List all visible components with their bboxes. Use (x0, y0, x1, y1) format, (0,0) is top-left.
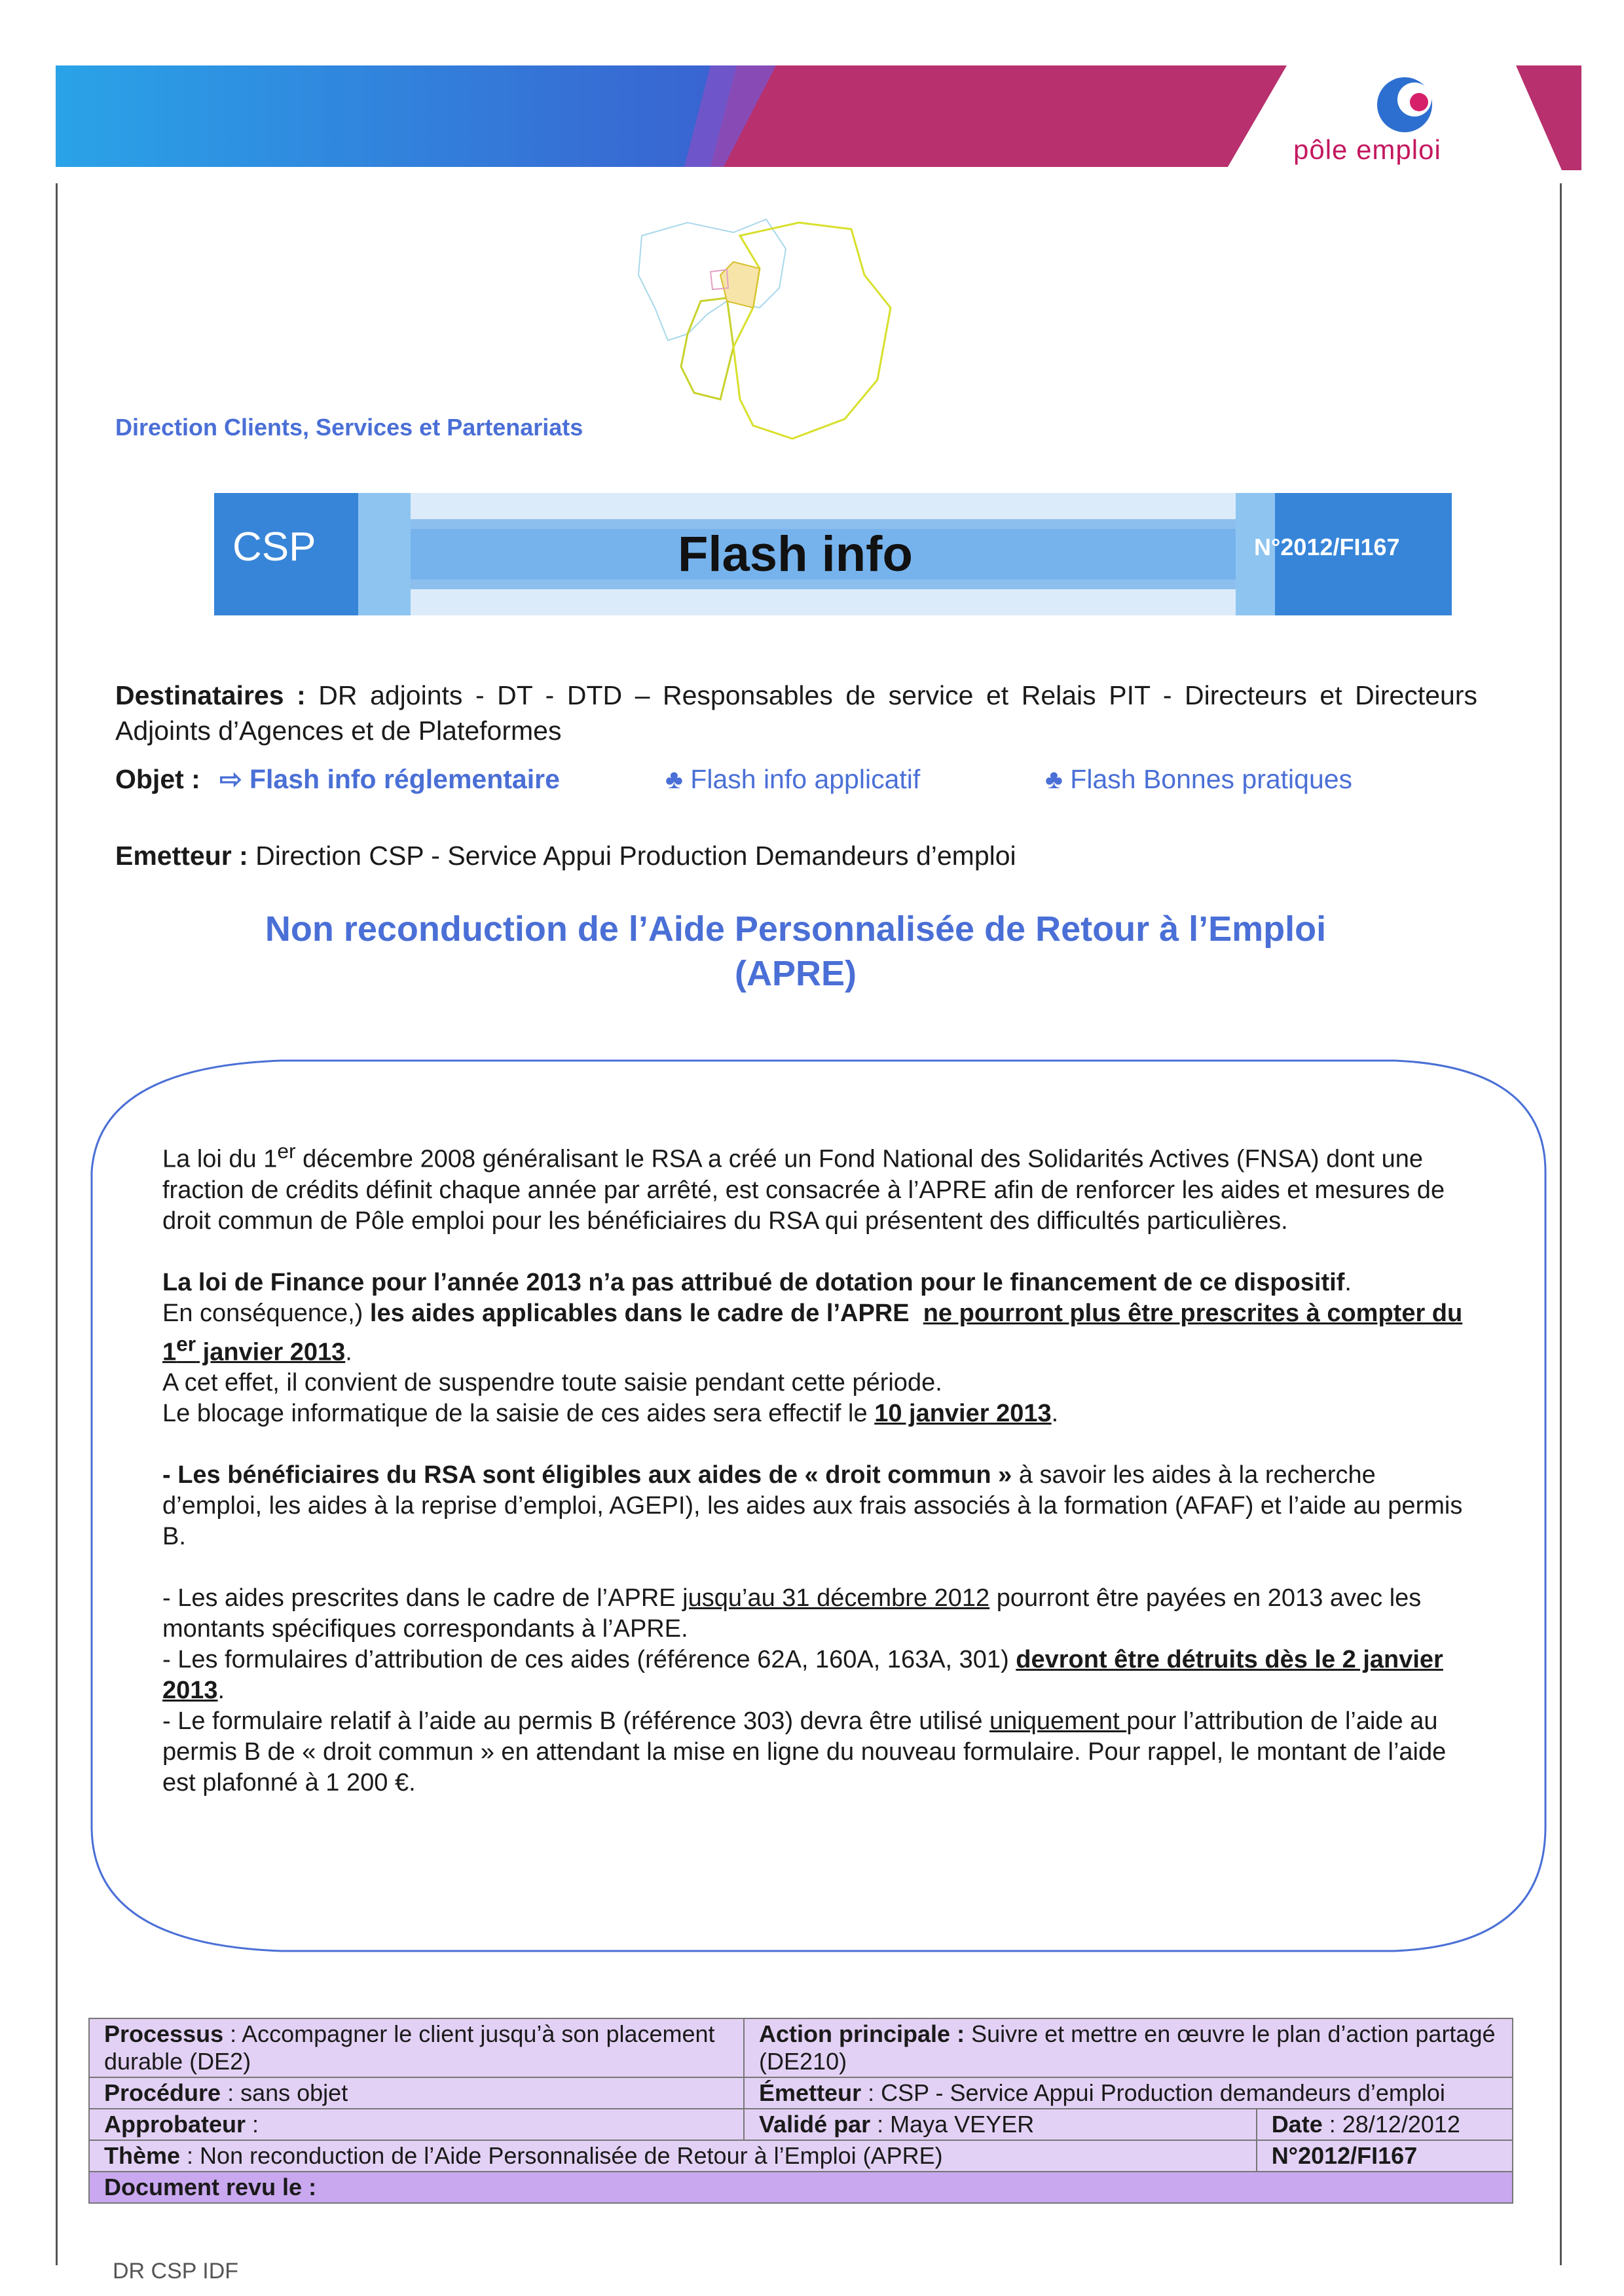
objet-applicatif: ♣ Flash info applicatif (665, 764, 921, 794)
destinataires-value: DR adjoints - DT - DTD – Responsables de service et Relais PIT - Directeurs et Directeurs Adjoints d’Agences et de Plateformes (115, 680, 1477, 746)
table-row (89, 2140, 1513, 2172)
number-cell: N°2012/FI167 (1257, 2140, 1513, 2172)
document-title-line2: (APRE) (735, 954, 857, 993)
date-cell: Date : 28/12/2012 (1257, 2109, 1513, 2140)
procedure-cell: Procédure : sans objet (89, 2077, 744, 2109)
table-row (89, 2018, 1513, 2077)
spacer (162, 1429, 1479, 1460)
revu-cell: Document revu le : (89, 2172, 1513, 2203)
paragraph-formulaires: - Les formulaires d’attribution de ces aides (référence 62A, 160A, 163A, 301) devront être détruits dès le 2 janvier 2013. (162, 1646, 1443, 1705)
destinataires-label: Destinataires : (115, 680, 306, 710)
direction-label: Direction Clients, Services et Partenariats (115, 414, 583, 441)
paragraph-suspendre: A cet effet, il convient de suspendre toute saisie pendant cette période. (162, 1369, 942, 1397)
content-body (162, 1136, 1479, 1798)
paragraph-blocage: Le blocage informatique de la saisie de ces aides sera effectif le 10 janvier 2013. (162, 1400, 1059, 1428)
objet-label: Objet : (115, 764, 200, 794)
frame-right-border (1560, 183, 1562, 2265)
emetteur-label: Emetteur : (115, 841, 248, 871)
spacer (162, 1552, 1479, 1583)
table-row (89, 2172, 1513, 2203)
paragraph-fnsa: La loi du 1er décembre 2008 généralisant le RSA a créé un Fond National des Solidarités Actives (FNSA) dont une fraction de crédits définit chaque année par arrêté, est consacrée à l’APRE afin de renforcer les aides et mesures de droit commun de Pôle emploi pour les bénéficiaires du RSA qui présentent des difficultés particulières. (162, 1139, 1445, 1235)
paragraph-aides-prescrites: - Les aides prescrites dans le cadre de l’APRE jusqu’au 31 décembre 2012 pourront être payées en 2013 avec les montants spécifiques correspondants à l’APRE. (162, 1584, 1422, 1643)
paragraph-permis-b: - Le formulaire relatif à l’aide au permis B (référence 303) devra être utilisé uniquement pour l’attribution de l’aide au permis B de « droit commun » en attendant la mise en ligne du nouveau formulaire. Pour rappel, le montant de l’aide est plafonné à 1 200 €. (162, 1707, 1447, 1797)
band-section-label: CSP (232, 524, 316, 570)
objet-reglementaire: ⇨ Flash info réglementaire (219, 764, 560, 794)
objet-line (115, 761, 1490, 797)
band-title: Flash info (678, 526, 913, 582)
paragraph-consequence: En conséquence,) les aides applicables dans le cadre de l’APRE ne pourront plus être prescrites à compter du 1er janvier 2013. (162, 1299, 1463, 1366)
objet-bonnes-pratiques: ♣ Flash Bonnes pratiques (1045, 764, 1353, 794)
spacer (162, 1237, 1479, 1267)
valide-cell: Validé par : Maya VEYER (744, 2109, 1257, 2140)
brand-logo-text: pôle emploi (1293, 134, 1441, 165)
region-map (629, 210, 917, 452)
theme-cell: Thème : Non reconduction de l’Aide Personnalisée de Retour à l’Emploi (APRE) (89, 2140, 1257, 2172)
paragraph-droit-commun: - Les bénéficiaires du RSA sont éligibles aux aides de « droit commun » à savoir les aides à la recherche d’emploi, les aides à la reprise d’emploi, AGEPI), les aides aux frais associés à la formation (AFAF) et l’aide au permis B. (162, 1461, 1463, 1551)
footer-code: DR CSP IDF (113, 2259, 239, 2284)
action-cell: Action principale : Suivre et mettre en œuvre le plan d’action partagé (DE210) (744, 2018, 1513, 2077)
document-title (131, 907, 1460, 996)
emetteur-value: Direction CSP - Service Appui Production Demandeurs d’emploi (255, 841, 1016, 871)
approbateur-cell: Approbateur : (89, 2109, 744, 2140)
emetteur-line (115, 838, 1016, 873)
frame-left-border (56, 183, 58, 2265)
footer-metadata-table (88, 2018, 1513, 2204)
band-number: N°2012/FI167 (1254, 534, 1400, 560)
emetteur-cell: Émetteur : CSP - Service Appui Production demandeurs d’emploi (744, 2077, 1513, 2109)
table-row (89, 2109, 1513, 2140)
destinataires-line (115, 678, 1477, 748)
table-row (89, 2077, 1513, 2109)
document-title-line1: Non reconduction de l’Aide Personnalisée de Retour à l’Emploi (265, 909, 1327, 949)
processus-cell: Processus : Accompagner le client jusqu’à son placement durable (DE2) (89, 2018, 744, 2077)
paragraph-loi-finance: La loi de Finance pour l’année 2013 n’a pas attribué de dotation pour le financement de ce dispositif. (162, 1268, 1352, 1296)
